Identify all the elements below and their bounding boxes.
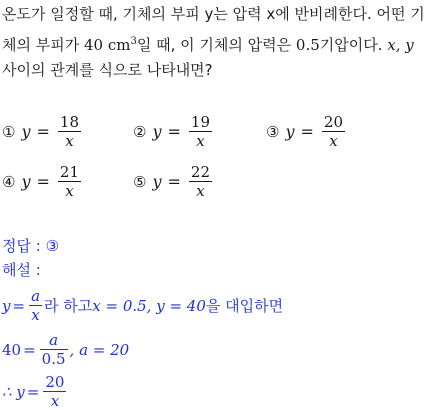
step-result: , a = 20 xyxy=(69,340,130,359)
numerator: 21 xyxy=(59,163,79,181)
numerator: 20 xyxy=(45,373,65,391)
equals-sign: = xyxy=(26,382,40,401)
equals-sign: = xyxy=(12,296,26,315)
step-fraction xyxy=(43,373,66,410)
answer-label: 정답 : xyxy=(2,237,46,255)
solution-step-3 xyxy=(2,373,68,410)
step-fraction xyxy=(29,287,42,324)
solution-step-2 xyxy=(2,331,129,368)
numerator: 20 xyxy=(323,113,343,131)
choice-fraction xyxy=(189,163,212,200)
equals-sign: = xyxy=(36,122,50,141)
denominator: x xyxy=(43,391,66,410)
unit-exponent: 3 xyxy=(130,36,137,47)
choice-marker: ② xyxy=(133,122,147,141)
numerator: 19 xyxy=(190,113,210,131)
step-text: 을 대입하면 xyxy=(205,297,284,315)
question-text: 기압이다. xyxy=(319,36,388,54)
step-condition: x = 0.5, y = 40 xyxy=(92,296,206,315)
numerator: a xyxy=(31,287,41,305)
equals-sign: = xyxy=(36,172,50,191)
volume-unit: cm xyxy=(107,36,131,54)
explanation-label: 해설 : xyxy=(2,261,41,279)
choice-lhs: y xyxy=(21,172,31,191)
denominator: x xyxy=(58,181,81,200)
pressure-value: 0.5 xyxy=(295,36,320,54)
question-line-2 xyxy=(2,32,414,55)
choice-fraction xyxy=(189,113,212,150)
step-lhs: y xyxy=(2,296,11,315)
denominator: x xyxy=(189,131,212,150)
step-text: 라 하고 xyxy=(44,297,93,315)
answer-line xyxy=(2,236,59,256)
choice-5[interactable] xyxy=(133,163,214,200)
choice-marker: ④ xyxy=(2,172,16,191)
question-text: 일 때, 이 기체의 압력은 xyxy=(136,36,296,54)
choice-lhs: y xyxy=(21,122,31,141)
choice-marker: ⑤ xyxy=(133,172,147,191)
denominator: x xyxy=(189,181,212,200)
answer-value: ③ xyxy=(45,237,60,255)
equals-sign: = xyxy=(167,172,181,191)
therefore-lhs: ∴ y xyxy=(2,382,25,401)
choice-fraction xyxy=(58,113,81,150)
question-text: 체의 부피가 xyxy=(2,36,84,54)
denominator: x xyxy=(58,131,81,150)
choice-fraction xyxy=(322,113,345,150)
denominator: 0.5 xyxy=(41,350,66,368)
volume-value: 40 xyxy=(84,36,104,54)
denominator: x xyxy=(322,131,345,150)
numerator: 22 xyxy=(190,163,210,181)
choice-fraction xyxy=(58,163,81,200)
numerator: a xyxy=(49,331,59,349)
question-line-3: 사이의 관계를 식으로 나타내면? xyxy=(2,61,213,79)
choice-2[interactable] xyxy=(133,113,214,150)
variables: x, y xyxy=(387,36,414,54)
choice-marker: ③ xyxy=(266,122,280,141)
equals-sign: = xyxy=(300,122,314,141)
equals-sign: = xyxy=(23,340,36,359)
equals-sign: = xyxy=(167,122,181,141)
choice-1[interactable] xyxy=(2,113,83,150)
step-lhs: 40 xyxy=(2,340,22,359)
choice-4[interactable] xyxy=(2,163,83,200)
numerator: 18 xyxy=(59,113,79,131)
choice-lhs: y xyxy=(152,172,162,191)
solution-step-1 xyxy=(2,287,283,324)
denominator: x xyxy=(29,305,42,324)
choice-lhs: y xyxy=(285,122,295,141)
question-line-1: 온도가 일정할 때, 기체의 부피 y는 압력 x에 반비례한다. 어떤 기 xyxy=(2,5,425,23)
choice-lhs: y xyxy=(152,122,162,141)
step-fraction xyxy=(40,331,68,368)
choice-marker: ① xyxy=(2,122,16,141)
choice-3[interactable] xyxy=(266,113,347,150)
